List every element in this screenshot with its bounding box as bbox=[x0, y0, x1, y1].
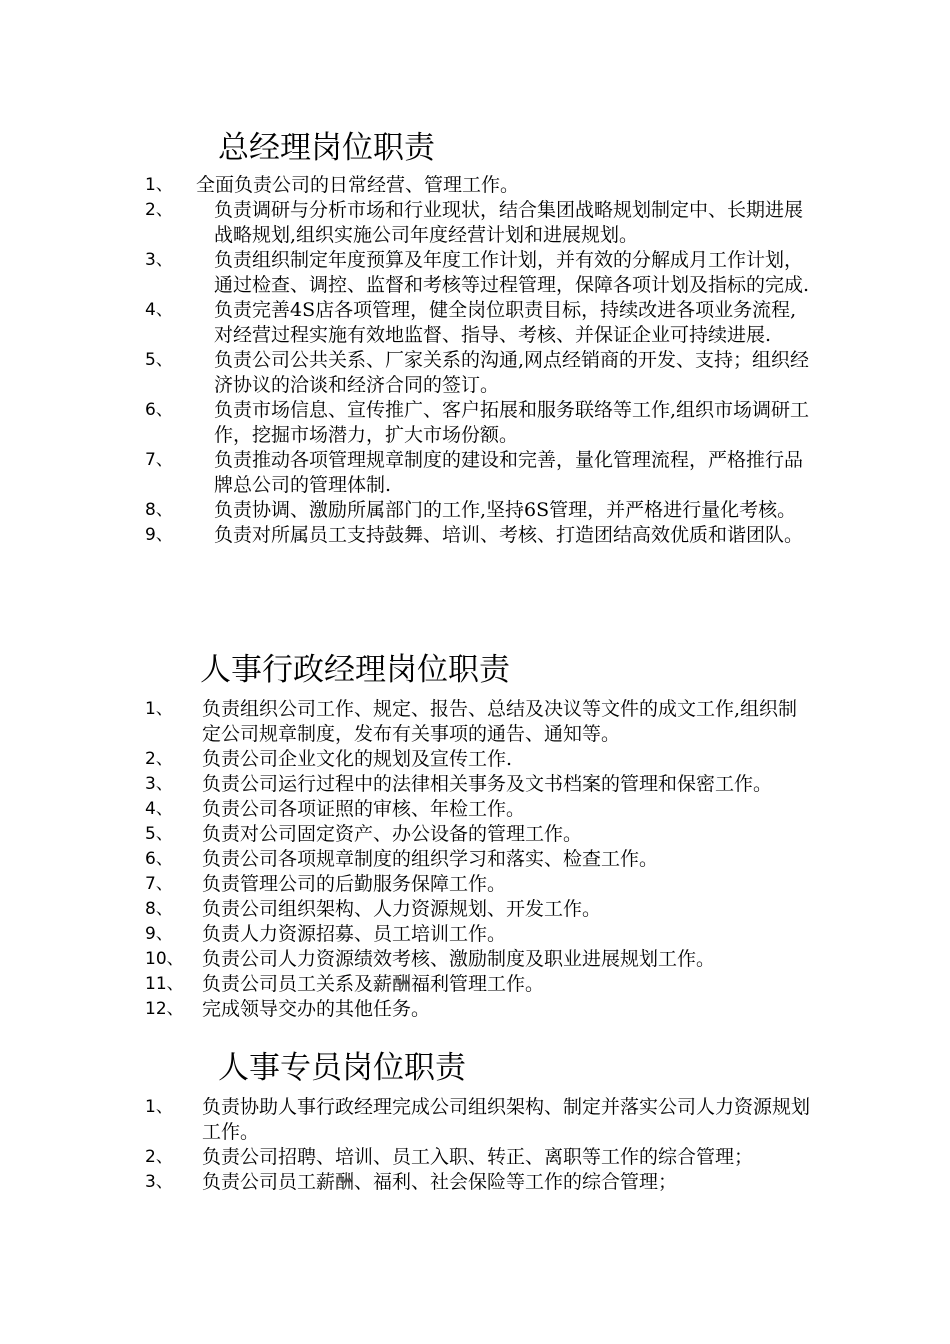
item-text: 负责管理公司的后勤服务保障工作。 bbox=[202, 873, 507, 895]
list-item bbox=[0, 348, 950, 398]
item-text: 负责协助人事行政经理完成公司组织架构、制定并落实公司人力资源规划工作。 bbox=[202, 1096, 811, 1143]
general-manager-duties-list bbox=[0, 173, 950, 548]
list-item bbox=[0, 972, 950, 997]
list-item bbox=[0, 1095, 950, 1145]
item-number: 9、 bbox=[145, 525, 173, 545]
item-number: 3、 bbox=[145, 774, 173, 794]
item-number: 1、 bbox=[145, 699, 173, 719]
hr-admin-manager-duties-list bbox=[0, 697, 950, 1022]
section-title-hr-admin-manager: 人事行政经理岗位职责 bbox=[200, 652, 510, 688]
list-item bbox=[0, 797, 950, 822]
item-text: 负责公司组织架构、人力资源规划、开发工作。 bbox=[202, 898, 602, 920]
item-text: 负责对所属员工支持鼓舞、培训、考核、打造团结高效优质和谐团队。 bbox=[214, 524, 804, 546]
item-text: 负责公司人力资源绩效考核、激励制度及职业进展规划工作。 bbox=[202, 948, 716, 970]
list-item bbox=[0, 1145, 950, 1170]
item-text: 负责完善4S店各项管理，健全岗位职责目标，持续改进各项业务流程,对经营过程实施有效地监督、指导、考核、并保证企业可持续进展. bbox=[214, 299, 797, 346]
item-number: 7、 bbox=[145, 874, 173, 894]
list-item bbox=[0, 772, 950, 797]
item-text: 完成领导交办的其他任务。 bbox=[202, 998, 431, 1020]
item-text: 负责组织公司工作、规定、报告、总结及决议等文件的成文工作,组织制定公司规章制度，发布有关事项的通告、通知等。 bbox=[202, 698, 798, 745]
item-number: 1、 bbox=[145, 175, 173, 195]
item-text: 负责推动各项管理规章制度的建设和完善，量化管理流程，严格推行品牌总公司的管理体制. bbox=[214, 449, 804, 496]
list-item bbox=[0, 1170, 950, 1195]
item-text: 负责对公司固定资产、办公设备的管理工作。 bbox=[202, 823, 583, 845]
list-item bbox=[0, 997, 950, 1022]
section-title-general-manager: 总经理岗位职责 bbox=[218, 130, 435, 166]
item-number: 9、 bbox=[145, 924, 173, 944]
item-number: 2、 bbox=[145, 200, 173, 220]
list-item bbox=[0, 922, 950, 947]
item-text: 负责协调、激励所属部门的工作,坚持6S管理，并严格进行量化考核。 bbox=[214, 499, 797, 521]
item-number: 12、 bbox=[145, 999, 184, 1019]
item-number: 8、 bbox=[145, 500, 173, 520]
list-item bbox=[0, 448, 950, 498]
item-text: 负责市场信息、宣传推广、客户拓展和服务联络等工作,组织市场调研工作，挖掘市场潜力，扩大市场份额。 bbox=[214, 399, 810, 446]
item-number: 1、 bbox=[145, 1097, 173, 1117]
item-number: 6、 bbox=[145, 400, 173, 420]
item-text: 负责公司运行过程中的法律相关事务及文书档案的管理和保密工作。 bbox=[202, 773, 773, 795]
item-number: 5、 bbox=[145, 350, 173, 370]
list-item bbox=[0, 872, 950, 897]
item-number: 8、 bbox=[145, 899, 173, 919]
list-item bbox=[0, 523, 950, 548]
item-text: 负责公司员工关系及薪酬福利管理工作。 bbox=[202, 973, 545, 995]
list-item bbox=[0, 498, 950, 523]
list-item bbox=[0, 947, 950, 972]
item-number: 11、 bbox=[145, 974, 184, 994]
item-number: 2、 bbox=[145, 749, 173, 769]
item-number: 5、 bbox=[145, 824, 173, 844]
list-item bbox=[0, 697, 950, 747]
item-text: 负责公司公共关系、厂家关系的沟通,网点经销商的开发、支持；组织经济协议的洽谈和经济合同的签订。 bbox=[214, 349, 810, 396]
item-number: 6、 bbox=[145, 849, 173, 869]
list-item bbox=[0, 847, 950, 872]
item-number: 4、 bbox=[145, 799, 173, 819]
list-item bbox=[0, 897, 950, 922]
list-item bbox=[0, 398, 950, 448]
item-text: 负责人力资源招募、员工培训工作。 bbox=[202, 923, 507, 945]
item-number: 3、 bbox=[145, 1172, 173, 1192]
item-number: 10、 bbox=[145, 949, 184, 969]
list-item bbox=[0, 173, 950, 198]
list-item bbox=[0, 248, 950, 298]
item-text: 负责公司招聘、培训、员工入职、转正、离职等工作的综合管理； bbox=[202, 1146, 754, 1168]
item-text: 负责公司企业文化的规划及宣传工作. bbox=[202, 748, 513, 770]
list-item bbox=[0, 298, 950, 348]
list-item bbox=[0, 747, 950, 772]
list-item bbox=[0, 822, 950, 847]
item-text: 负责公司各项规章制度的组织学习和落实、检查工作。 bbox=[202, 848, 659, 870]
item-number: 7、 bbox=[145, 450, 173, 470]
item-number: 2、 bbox=[145, 1147, 173, 1167]
item-text: 负责调研与分析市场和行业现状，结合集团战略规划制定中、长期进展战略规划,组织实施公司年度经营计划和进展规划。 bbox=[214, 199, 804, 246]
section-title-hr-specialist: 人事专员岗位职责 bbox=[218, 1050, 466, 1086]
item-text: 全面负责公司的日常经营、管理工作。 bbox=[196, 174, 520, 196]
list-item bbox=[0, 198, 950, 248]
item-number: 4、 bbox=[145, 300, 173, 320]
item-text: 负责公司员工薪酬、福利、社会保险等工作的综合管理； bbox=[202, 1171, 678, 1193]
item-text: 负责组织制定年度预算及年度工作计划，并有效的分解成月工作计划，通过检查、调控、监督和考核等过程管理，保障各项计划及指标的完成. bbox=[214, 249, 810, 296]
hr-specialist-duties-list bbox=[0, 1095, 950, 1195]
item-text: 负责公司各项证照的审核、年检工作。 bbox=[202, 798, 526, 820]
item-number: 3、 bbox=[145, 250, 173, 270]
